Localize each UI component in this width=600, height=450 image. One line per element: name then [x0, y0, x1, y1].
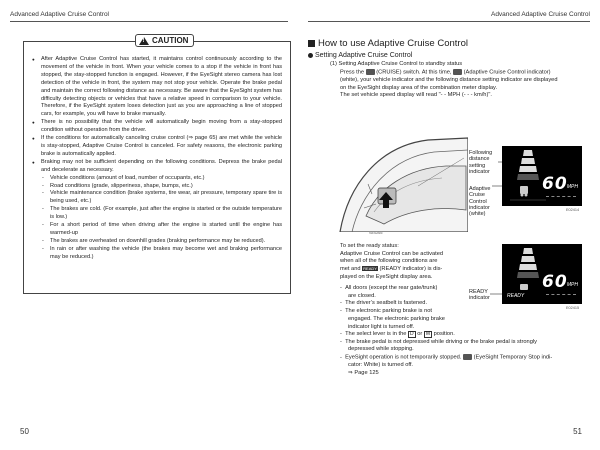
caution-dash-item: - The brakes are cold. (For example, just after the engine is started or the outside temperature is low.) — [32, 206, 282, 222]
label-leaders — [484, 150, 504, 210]
caution-list — [24, 42, 290, 262]
caution-bullet-item: ● There is no possibility that the vehicle will automatically begin moving from a stay-stopped condition without operation from the driver. — [32, 119, 282, 135]
set-speed-display-2: 60 — [542, 272, 568, 292]
steering-wheel-illustration — [338, 136, 468, 232]
square-bullet-icon — [308, 40, 315, 47]
gear-d-icon: D — [409, 331, 414, 337]
caution-bullet-item: ● Braking may not be sufficient depending on the following conditions. Depress the brake pedal and decelerate as necessary. — [32, 159, 282, 175]
display2-caption: E02415 — [566, 306, 580, 310]
caution-dash-item: - The brakes are overheated on downhill grades (braking performance may be reduced). — [32, 238, 282, 246]
acc-indicator-icon — [453, 69, 462, 75]
header-right: Advanced Adaptive Cruise Control — [490, 11, 590, 18]
caution-bullet-item: ● After Adaptive Cruise Control has started, it maintains control continuously according to the movement of the vehicle in front. When your vehicle comes to a stop if the vehicle in front has stopped, the stay-stopped function is engaged. However, if the EyeSight stereo camera has lost detection of the vehicle in front, the system may not stop your vehicle. Operate the brake pedal and maintain the correct following distance as necessary. Be aware that the EyeSight system has difficulty detecting objects or vehicles that have a relative speed in comparison to your vehicle. Therefore, if the EyeSight system loses detection just as you are approaching a line of stopped cars, for example, you will have to brake manually. — [32, 56, 282, 119]
caution-title: ! CAUTION — [135, 34, 194, 47]
page-number-right: 51 — [573, 427, 582, 436]
section-title: How to use Adaptive Cruise Control — [308, 38, 468, 49]
speed-unit-2: MPH — [566, 282, 578, 288]
step1-body: Press the (CRUISE) switch. At this time, (Adaptive Cruise Control indicator) (white), your vehicle indicator and the following distance setting indicator are displayed on the EyeSight display area of the combination meter display. The set vehicle speed display will read "- - MPH (- - - km/h)". — [340, 69, 558, 99]
ready-icon: READY — [363, 266, 377, 272]
wheel-caption: SE0265 — [369, 231, 383, 235]
caution-bullet-item: ● If the conditions for automatically canceling cruise control (⇒ page 65) are met while the vehicle is stay-stopped, Adaptive Cruise Control is canceled. For safety reasons, the electronic parking brake is automatically applied. — [32, 135, 282, 159]
eyesight-display-standby — [502, 146, 582, 206]
header-left: Advanced Adaptive Cruise Control — [10, 11, 110, 18]
car-icon — [520, 186, 528, 194]
step1-block — [330, 61, 590, 100]
ready-indicator-label: READY indicator — [469, 289, 490, 302]
speed-unit: MPH — [566, 184, 578, 190]
following-distance-label: Following distance setting indicator — [469, 150, 493, 175]
warning-icon — [139, 37, 149, 45]
set-speed-display: 60 — [542, 174, 568, 194]
page-number-left: 50 — [20, 427, 29, 436]
caution-dash-item: - Road conditions (grade, slipperiness, shape, bumps, etc.) — [32, 183, 282, 191]
caution-dash-item: - In rain or after washing the vehicle (the brakes may become wet and braking performance may be reduced.) — [32, 246, 282, 262]
eyesight-display-ready — [502, 244, 582, 304]
gear-m-icon: M — [425, 331, 431, 337]
caution-dash-item: - Vehicle conditions (amount of load, number of occupants, etc.) — [32, 175, 282, 183]
cruise-switch-icon — [366, 69, 375, 75]
ready-display-text: READY — [507, 293, 525, 299]
step1-title: (1) Setting Adaptive Cruise Control to standby status — [330, 61, 463, 67]
conditions-list-b: - The select lever is in the D or M position. - The brake pedal is not depressed while driving or the brake pedal is strongly depressed while stopping. - EyeSight operation is not temporarily stopped. (EyeSight Temporary Stop indi- cator: White) is turned off. ⇒ Page 125 — [340, 331, 595, 378]
caution-dash-item: - For a short period of time when driving after the engine is started until the engine has warmed-up — [32, 222, 282, 238]
page-reference-link[interactable]: ⇒ Page 125 — [348, 370, 379, 377]
header-rule-left — [10, 21, 288, 22]
header-rule-right — [308, 21, 590, 22]
caution-dash-item: - Vehicle maintenance condition (brake systems, tire wear, air pressure, temporary spare tire is being used, etc.) — [32, 190, 282, 206]
conditions-list-a: - All doors (except the rear gate/trunk) are closed. - The driver’s seatbelt is fastened. - The electronic parking brake is not engaged. The electronic parking brake indicator light is turned off. — [340, 285, 445, 330]
acc-indicator-label: Adaptive Cruise Control indicator (white) — [469, 186, 491, 218]
eyesight-temporary-stop-icon — [463, 354, 472, 360]
round-bullet-icon — [308, 53, 313, 58]
caution-box — [23, 36, 291, 294]
display1-caption: E02414 — [566, 208, 580, 212]
section-subtitle: Setting Adaptive Cruise Control — [308, 52, 412, 59]
ready-intro: To set the ready status: Adaptive Cruise Control can be activated when all of the following conditions are met and READY (READY indicator) is dis- played on the EyeSight display area. — [340, 243, 444, 280]
